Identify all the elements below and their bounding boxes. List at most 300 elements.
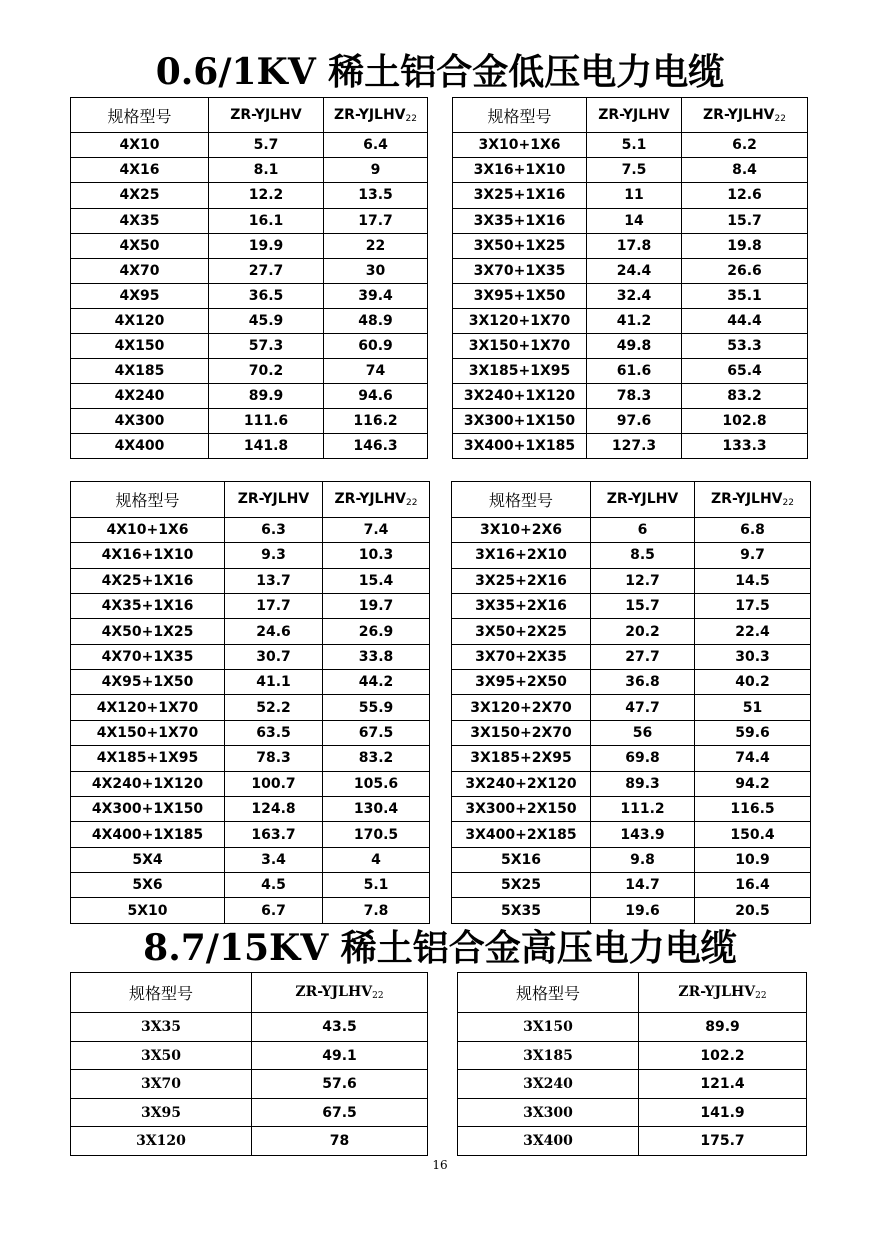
cell-spec: 4X185 [71,358,209,383]
header-model-zr-yjlhv: ZR-YJLHV [209,98,324,133]
cell-spec: 4X240 [71,383,209,408]
cell-spec: 3X300 [458,1098,639,1127]
cell-spec: 4X95+1X50 [71,670,225,695]
page-title-low-voltage: 0.6/1KV 稀土铝合金低压电力电缆 [155,51,725,93]
table-row [453,208,808,233]
cell-zr-yjlhv: 61.6 [587,358,682,383]
cell-zr-yjlhv: 6.7 [225,898,323,924]
cell-spec: 3X95 [71,1098,252,1127]
cell-zr-yjlhv: 15.7 [591,593,695,618]
cell-spec: 3X35+2X16 [452,593,591,618]
header-model-base: ZR-YJLHV [334,106,406,123]
table-row [453,258,808,283]
cell-spec: 4X120+1X70 [71,695,225,720]
table-row [453,433,808,458]
cell-zr-yjlhv: 111.2 [591,796,695,821]
cell-zr-yjlhv: 41.1 [225,670,323,695]
cell-zr-yjlhv22: 74.4 [695,746,811,771]
cell-zr-yjlhv22: 133.3 [682,433,808,458]
cell-zr-yjlhv: 127.3 [587,433,682,458]
cell-spec: 3X50+2X25 [452,619,591,644]
cell-zr-yjlhv: 3.4 [225,847,323,872]
table-row [453,133,808,158]
cell-zr-yjlhv22: 44.2 [323,670,430,695]
cell-zr-yjlhv: 56 [591,720,695,745]
cell-zr-yjlhv22: 19.7 [323,593,430,618]
table-row [452,517,811,542]
table-row [71,1041,428,1070]
table-row [452,898,811,924]
cell-zr-yjlhv22: 22 [324,233,428,258]
cell-spec: 4X25 [71,183,209,208]
cell-zr-yjlhv: 57.3 [209,333,324,358]
cell-zr-yjlhv: 11 [587,183,682,208]
table-row [71,258,428,283]
cell-zr-yjlhv22: 121.4 [639,1070,807,1099]
cell-spec: 3X120+1X70 [453,308,587,333]
header-model-zr-yjlhv22 [324,98,428,133]
cell-zr-yjlhv: 24.4 [587,258,682,283]
table-row [458,1127,807,1156]
cell-zr-yjlhv22: 15.4 [323,568,430,593]
table-row [71,796,430,821]
cell-spec: 4X240+1X120 [71,771,225,796]
table-row [453,408,808,433]
table-row [71,822,430,847]
page-number: 16 [432,1158,448,1172]
cell-zr-yjlhv: 24.6 [225,619,323,644]
cell-spec: 3X150+1X70 [453,333,587,358]
table-header-row [458,973,807,1013]
cell-spec: 4X16 [71,158,209,183]
cell-zr-yjlhv22: 5.1 [323,873,430,898]
cell-spec: 4X70+1X35 [71,644,225,669]
table-row [453,283,808,308]
cell-zr-yjlhv: 30.7 [225,644,323,669]
cell-zr-yjlhv22: 7.8 [323,898,430,924]
header-model-zr-yjlhv22 [682,98,808,133]
header-model-zr-yjlhv: ZR-YJLHV [225,482,323,518]
spec-table-3plus2-core [451,481,811,924]
header-spec: 规格型号 [458,973,639,1013]
cell-zr-yjlhv22: 10.3 [323,543,430,568]
cell-zr-yjlhv: 20.2 [591,619,695,644]
cell-zr-yjlhv22: 67.5 [252,1098,428,1127]
cell-spec: 3X185+1X95 [453,358,587,383]
cell-zr-yjlhv: 41.2 [587,308,682,333]
cell-zr-yjlhv22: 20.5 [695,898,811,924]
cell-spec: 5X4 [71,847,225,872]
cell-spec: 4X185+1X95 [71,746,225,771]
cell-spec: 3X16+2X10 [452,543,591,568]
table-header-row [71,973,428,1013]
cell-zr-yjlhv22: 6.2 [682,133,808,158]
cell-zr-yjlhv22: 15.7 [682,208,808,233]
cell-spec: 4X35 [71,208,209,233]
cell-spec: 4X300+1X150 [71,796,225,821]
table-header-row [71,98,428,133]
table-row [71,333,428,358]
cell-spec: 4X400+1X185 [71,822,225,847]
header-spec: 规格型号 [452,482,591,518]
cell-spec: 3X16+1X10 [453,158,587,183]
spec-table-hv-right [457,972,807,1156]
cell-zr-yjlhv22: 30.3 [695,644,811,669]
table-row [453,333,808,358]
cell-zr-yjlhv22: 10.9 [695,847,811,872]
cell-zr-yjlhv22: 44.4 [682,308,808,333]
cell-zr-yjlhv: 17.7 [225,593,323,618]
table-row [71,847,430,872]
cell-zr-yjlhv22: 67.5 [323,720,430,745]
cell-zr-yjlhv: 12.2 [209,183,324,208]
cell-zr-yjlhv22: 55.9 [323,695,430,720]
table-row [453,383,808,408]
cell-zr-yjlhv: 100.7 [225,771,323,796]
cell-zr-yjlhv: 8.5 [591,543,695,568]
header-spec: 规格型号 [71,973,252,1013]
header-model-base: ZR-YJLHV [295,984,373,1001]
header-model-zr-yjlhv22 [639,973,807,1013]
table-row [452,822,811,847]
table-row [452,746,811,771]
header-model-subscript: 22 [406,497,418,508]
cell-zr-yjlhv22: 51 [695,695,811,720]
cell-zr-yjlhv22: 175.7 [639,1127,807,1156]
cell-zr-yjlhv: 141.8 [209,433,324,458]
table-row [71,517,430,542]
table-row [71,133,428,158]
header-model-zr-yjlhv22 [252,973,428,1013]
table-row [71,644,430,669]
cell-spec: 3X400+1X185 [453,433,587,458]
table-row [71,695,430,720]
table-row [71,1013,428,1042]
cell-spec: 4X10 [71,133,209,158]
cell-spec: 4X70 [71,258,209,283]
cell-spec: 5X6 [71,873,225,898]
cell-zr-yjlhv22: 116.2 [324,408,428,433]
table-header-row [453,98,808,133]
cell-spec: 3X70+2X35 [452,644,591,669]
table-row [452,771,811,796]
table-row [458,1098,807,1127]
cell-spec: 3X70 [71,1070,252,1099]
table-row [71,158,428,183]
cell-zr-yjlhv: 97.6 [587,408,682,433]
table-row [71,433,428,458]
cell-spec: 3X25+1X16 [453,183,587,208]
header-spec: 规格型号 [71,482,225,518]
header-model-subscript: 22 [774,113,786,124]
cell-spec: 3X240 [458,1070,639,1099]
cell-zr-yjlhv: 32.4 [587,283,682,308]
table-row [453,308,808,333]
cell-zr-yjlhv22: 83.2 [323,746,430,771]
cell-zr-yjlhv: 9.8 [591,847,695,872]
cell-spec: 3X300+1X150 [453,408,587,433]
cell-spec: 3X120+2X70 [452,695,591,720]
cell-spec: 3X120 [71,1127,252,1156]
cell-zr-yjlhv22: 105.6 [323,771,430,796]
table-row [71,283,428,308]
spec-table-hv-left [70,972,428,1156]
table-row [452,543,811,568]
table-row [452,796,811,821]
spec-table-4core [70,97,428,459]
table-row [452,670,811,695]
cell-zr-yjlhv22: 94.6 [324,383,428,408]
cell-zr-yjlhv: 5.7 [209,133,324,158]
cell-spec: 4X50+1X25 [71,619,225,644]
cell-zr-yjlhv22: 9.7 [695,543,811,568]
cell-zr-yjlhv22: 33.8 [323,644,430,669]
cell-zr-yjlhv22: 6.8 [695,517,811,542]
table-row [71,1070,428,1099]
cell-zr-yjlhv22: 74 [324,358,428,383]
table-row [452,873,811,898]
table-row [453,358,808,383]
cell-spec: 3X10+1X6 [453,133,587,158]
cell-spec: 3X10+2X6 [452,517,591,542]
cell-zr-yjlhv: 7.5 [587,158,682,183]
spec-table-3plus1-core [452,97,808,459]
header-model-base: ZR-YJLHV [703,106,775,123]
cell-zr-yjlhv22: 49.1 [252,1041,428,1070]
table-row [71,619,430,644]
cell-spec: 3X150+2X70 [452,720,591,745]
table-row [71,208,428,233]
table-row [71,593,430,618]
header-spec: 规格型号 [453,98,587,133]
cell-zr-yjlhv22: 146.3 [324,433,428,458]
spec-table-4plus1-core [70,481,430,924]
header-model-zr-yjlhv: ZR-YJLHV [591,482,695,518]
table-row [453,233,808,258]
cell-zr-yjlhv22: 35.1 [682,283,808,308]
cell-zr-yjlhv22: 130.4 [323,796,430,821]
table-row [71,383,428,408]
cell-spec: 3X240+2X120 [452,771,591,796]
header-model-subscript: 22 [372,991,384,1002]
cell-zr-yjlhv: 47.7 [591,695,695,720]
cell-zr-yjlhv22: 26.9 [323,619,430,644]
cell-spec: 3X35+1X16 [453,208,587,233]
cell-zr-yjlhv22: 102.8 [682,408,808,433]
cell-zr-yjlhv22: 40.2 [695,670,811,695]
cell-zr-yjlhv: 27.7 [209,258,324,283]
table-row [453,183,808,208]
cell-zr-yjlhv: 163.7 [225,822,323,847]
cell-zr-yjlhv: 9.3 [225,543,323,568]
cell-spec: 3X150 [458,1013,639,1042]
cell-zr-yjlhv: 45.9 [209,308,324,333]
cell-zr-yjlhv: 36.8 [591,670,695,695]
header-model-base: ZR-YJLHV [334,490,407,507]
cell-spec: 4X150 [71,333,209,358]
cell-zr-yjlhv: 8.1 [209,158,324,183]
cell-zr-yjlhv22: 30 [324,258,428,283]
cell-zr-yjlhv: 124.8 [225,796,323,821]
cell-zr-yjlhv: 16.1 [209,208,324,233]
cell-zr-yjlhv: 6.3 [225,517,323,542]
table-row [71,898,430,924]
cell-spec: 3X70+1X35 [453,258,587,283]
cell-zr-yjlhv22: 7.4 [323,517,430,542]
table-row [71,358,428,383]
cell-zr-yjlhv22: 26.6 [682,258,808,283]
table-row [458,1070,807,1099]
cell-zr-yjlhv: 19.9 [209,233,324,258]
table-row [71,746,430,771]
cell-zr-yjlhv22: 6.4 [324,133,428,158]
table-row [452,847,811,872]
cell-zr-yjlhv: 78.3 [587,383,682,408]
cell-zr-yjlhv: 17.8 [587,233,682,258]
cell-zr-yjlhv: 14.7 [591,873,695,898]
cell-zr-yjlhv: 13.7 [225,568,323,593]
cell-zr-yjlhv22: 43.5 [252,1013,428,1042]
cell-zr-yjlhv22: 14.5 [695,568,811,593]
cell-spec: 3X50+1X25 [453,233,587,258]
cell-spec: 4X25+1X16 [71,568,225,593]
table-row [452,593,811,618]
cell-zr-yjlhv22: 12.6 [682,183,808,208]
cell-zr-yjlhv: 89.9 [209,383,324,408]
cell-zr-yjlhv22: 16.4 [695,873,811,898]
cell-spec: 5X10 [71,898,225,924]
cell-zr-yjlhv22: 17.5 [695,593,811,618]
table-header-row [71,482,430,518]
cell-zr-yjlhv22: 170.5 [323,822,430,847]
table-row [453,158,808,183]
cell-zr-yjlhv22: 13.5 [324,183,428,208]
cell-zr-yjlhv: 19.6 [591,898,695,924]
table-row [71,771,430,796]
cell-zr-yjlhv: 27.7 [591,644,695,669]
cell-zr-yjlhv: 36.5 [209,283,324,308]
cell-zr-yjlhv: 49.8 [587,333,682,358]
cell-zr-yjlhv22: 4 [323,847,430,872]
cell-zr-yjlhv22: 102.2 [639,1041,807,1070]
header-model-subscript: 22 [755,991,767,1002]
cell-zr-yjlhv22: 19.8 [682,233,808,258]
cell-spec: 4X35+1X16 [71,593,225,618]
page-title-high-voltage: 8.7/15KV 稀土铝合金高压电力电缆 [143,927,737,969]
cell-zr-yjlhv22: 59.6 [695,720,811,745]
header-model-zr-yjlhv22 [323,482,430,518]
cell-zr-yjlhv22: 57.6 [252,1070,428,1099]
cell-zr-yjlhv: 111.6 [209,408,324,433]
header-model-base: ZR-YJLHV [711,490,783,507]
cell-spec: 5X16 [452,847,591,872]
cell-zr-yjlhv22: 60.9 [324,333,428,358]
table-row [71,308,428,333]
header-model-zr-yjlhv: ZR-YJLHV [587,98,682,133]
cell-zr-yjlhv22: 65.4 [682,358,808,383]
cell-spec: 4X300 [71,408,209,433]
table-row [458,1013,807,1042]
cell-zr-yjlhv: 78.3 [225,746,323,771]
cell-spec: 4X120 [71,308,209,333]
cell-zr-yjlhv: 4.5 [225,873,323,898]
cell-zr-yjlhv: 89.3 [591,771,695,796]
cell-zr-yjlhv22: 17.7 [324,208,428,233]
cell-zr-yjlhv: 70.2 [209,358,324,383]
cell-spec: 3X50 [71,1041,252,1070]
cell-zr-yjlhv22: 8.4 [682,158,808,183]
cell-spec: 3X400 [458,1127,639,1156]
table-row [452,568,811,593]
cell-zr-yjlhv22: 141.9 [639,1098,807,1127]
cell-spec: 3X185 [458,1041,639,1070]
cell-spec: 4X10+1X6 [71,517,225,542]
cell-zr-yjlhv22: 78 [252,1127,428,1156]
header-model-zr-yjlhv22 [695,482,811,518]
cell-zr-yjlhv: 12.7 [591,568,695,593]
header-spec: 规格型号 [71,98,209,133]
cell-zr-yjlhv22: 89.9 [639,1013,807,1042]
header-model-subscript: 22 [782,497,794,508]
table-row [71,1127,428,1156]
cell-zr-yjlhv22: 116.5 [695,796,811,821]
table-row [452,695,811,720]
cell-zr-yjlhv: 5.1 [587,133,682,158]
cell-zr-yjlhv22: 53.3 [682,333,808,358]
cell-zr-yjlhv: 52.2 [225,695,323,720]
cell-spec: 3X300+2X150 [452,796,591,821]
cell-spec: 3X240+1X120 [453,383,587,408]
cell-spec: 4X95 [71,283,209,308]
cell-spec: 3X95+2X50 [452,670,591,695]
cell-spec: 3X95+1X50 [453,283,587,308]
cell-spec: 4X150+1X70 [71,720,225,745]
cell-zr-yjlhv: 14 [587,208,682,233]
cell-zr-yjlhv: 69.8 [591,746,695,771]
table-row [452,619,811,644]
cell-spec: 3X185+2X95 [452,746,591,771]
cell-zr-yjlhv22: 22.4 [695,619,811,644]
cell-spec: 4X50 [71,233,209,258]
cell-spec: 4X400 [71,433,209,458]
cell-spec: 5X25 [452,873,591,898]
table-row [71,233,428,258]
cell-zr-yjlhv: 63.5 [225,720,323,745]
header-model-subscript: 22 [405,113,417,124]
table-row [71,543,430,568]
table-row [71,873,430,898]
cell-spec: 3X400+2X185 [452,822,591,847]
table-row [71,568,430,593]
cell-zr-yjlhv22: 94.2 [695,771,811,796]
cell-zr-yjlhv: 6 [591,517,695,542]
table-row [452,644,811,669]
table-row [452,720,811,745]
table-row [458,1041,807,1070]
cell-zr-yjlhv22: 150.4 [695,822,811,847]
table-row [71,720,430,745]
cell-spec: 5X35 [452,898,591,924]
cell-spec: 3X35 [71,1013,252,1042]
cell-zr-yjlhv22: 83.2 [682,383,808,408]
cell-spec: 3X25+2X16 [452,568,591,593]
table-header-row [452,482,811,518]
cell-zr-yjlhv: 143.9 [591,822,695,847]
table-row [71,408,428,433]
table-row [71,183,428,208]
table-row [71,1098,428,1127]
cell-zr-yjlhv22: 9 [324,158,428,183]
